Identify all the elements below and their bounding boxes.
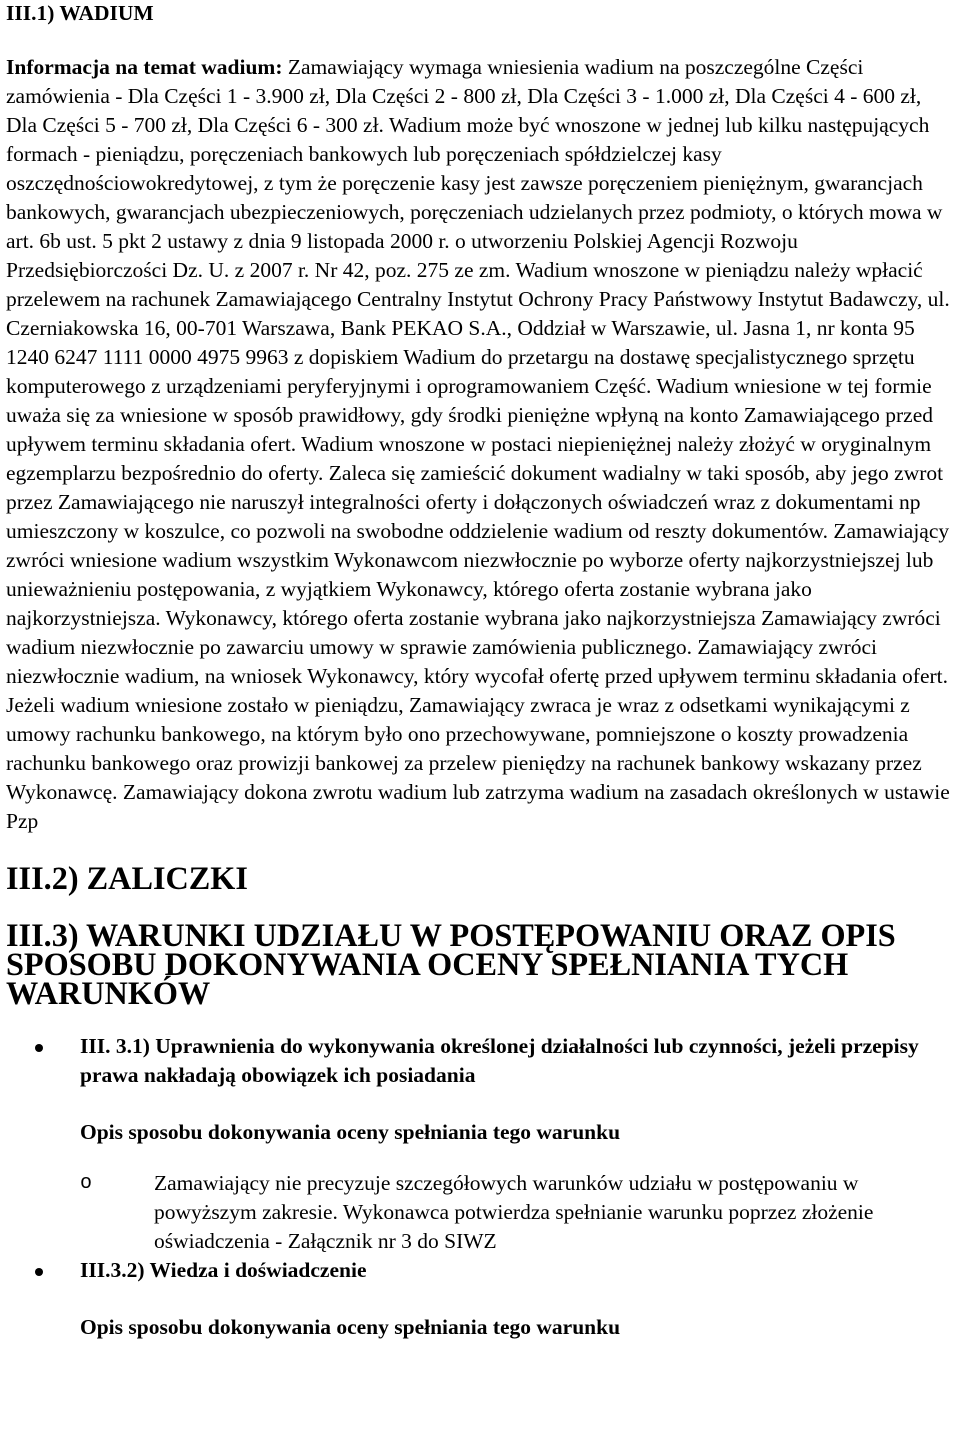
wadium-paragraph — [6, 53, 954, 836]
condition-title: III.3.2) Wiedza i doświadczenie — [80, 1258, 367, 1282]
condition-sub-list — [80, 1169, 954, 1256]
wadium-info-text: Zamawiający wymaga wniesienia wadium na poszczególne Części zamówienia - Dla Części 1 - 3.900 zł, Dla Części 2 - 800 zł, Dla Części 3 - 1.000 zł, Dla Części 4 - 600 zł, Dla Części 5 - 700 zł, Dla Części 6 - 300 zł. — [6, 55, 922, 137]
condition-item-wiedza — [6, 1256, 954, 1342]
circle-bullet-icon: o — [80, 1172, 93, 1195]
condition-sub-text: Zamawiający nie precyzuje szczegółowych warunków udziału w postępowaniu w powyższym zakresie. Wykonawca potwierdza spełnianie warunku poprzez złożenie oświadczenia - Załącznik nr 3 do SIWZ — [154, 1171, 874, 1253]
section-heading-warunki: III.3) WARUNKI UDZIAŁU W POSTĘPOWANIU ORAZ OPIS SPOSOBU DOKONYWANIA OCENY SPEŁNIANIA TYCH WARUNKÓW — [6, 917, 896, 1011]
condition-item-uprawnienia — [6, 1032, 954, 1256]
conditions-list — [6, 1032, 954, 1342]
wadium-info-label: Informacja na temat wadium: — [6, 55, 283, 79]
condition-subheading: Opis sposobu dokonywania oceny spełniania tego warunku — [80, 1315, 621, 1339]
wadium-info-text-continued: Wadium może być wnoszone w jednej lub kilku następujących formach - pieniądzu, poręczeniach bankowych lub poręczeniach spółdzielczej kasy oszczędnościowokredytowej, z tym że poręczenie kasy jest zawsze poręczeniem pieniężnym, gwarancjach bankowych, gwarancjach ubezpieczeniowych, poręczeniach udzielanych przez podmioty, o których mowa w art. 6b ust. 5 pkt 2 ustawy z dnia 9 listopada 2000 r. o utworzeniu Polskiej Agencji Rozwoju Przedsiębiorczości Dz. U. z 2007 r. Nr 42, poz. 275 ze zm. Wadium wnoszone w pieniądzu należy wpłacić przelewem na rachunek Zamawiającego Centralny Instytut Ochrony Pracy Państwowy Instytut Badawczy, ul. Czerniakowska 16, 00-701 Warszawa, Bank PEKAO S.A., Oddział w Warszawie, ul. Jasna 1, nr konta 95 1240 6247 1111 0000 4975 9963 z dopiskiem Wadium do przetargu na dostawę specjalistycznego sprzętu komputerowego z urządzeniami peryferyjnymi i oprogramowaniem Część. Wadium wniesione w tej formie uważa się za wniesione w sposób prawidłowy, gdy środki pieniężne wpłyną na konto Zamawiającego przed upływem terminu składania ofert. Wadium wnoszone w postaci niepieniężnej należy złożyć w oryginalnym egzemplarzu bezpośrednio do oferty. Zaleca się zamieścić dokument wadialny w taki sposób, aby jego zwrot przez Zamawiającego nie naruszył integralności oferty i dołączonych oświadczeń wraz z dokumentami np umieszczony w koszulce, co pozwoli na swobodne oddzielenie wadium od reszty dokumentów. Zamawiający zwróci wniesione wadium wszystkim Wykonawcom niezwłocznie po wyborze oferty najkorzystniejszej lub unieważnieniu postępowania, z wyjątkiem Wykonawcy, którego oferta zostanie wybrana jako najkorzystniejsza. Wykonawcy, którego oferta zostanie wybrana jako najkorzystniejsza Zamawiający zwróci wadium niezwłocznie po zawarciu umowy w sprawie zamówienia publicznego. Zamawiający zwróci niezwłocznie wadium, na wniosek Wykonawcy, który wycofał ofertę przed upływem terminu składania ofert. Jeżeli wadium wniesione zostało w pieniądzu, Zamawiający zwraca je wraz z odsetkami wynikającymi z umowy rachunku bankowego, na którym było ono przechowywane, pomniejszone o koszty prowadzenia rachunku bankowego oraz prowizji bankowej za przelew pieniędzy na rachunek bankowy wskazany przez Wykonawcę. Zamawiający dokona zwrotu wadium lub zatrzyma wadium na zasadach określonych w ustawie Pzp — [6, 113, 950, 833]
condition-title: III. 3.1) Uprawnienia do wykonywania określonej działalności lub czynności, jeżeli przepisy prawa nakładają obowiązek ich posiadania — [80, 1034, 919, 1087]
bullet-dot-icon — [35, 1044, 43, 1052]
bullet-dot-icon — [35, 1268, 43, 1276]
condition-sub-item — [80, 1169, 954, 1256]
section-heading-zaliczki: III.2) ZALICZKI — [6, 860, 248, 896]
condition-subheading: Opis sposobu dokonywania oceny spełniania tego warunku — [80, 1120, 621, 1144]
section-heading-wadium: III.1) WADIUM — [6, 1, 154, 25]
